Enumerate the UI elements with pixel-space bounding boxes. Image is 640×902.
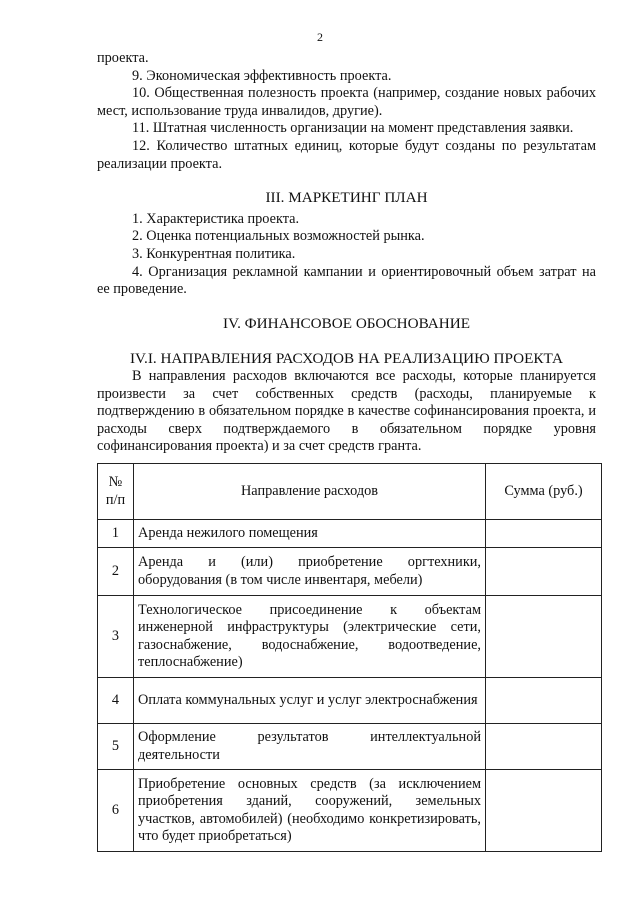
row-num: 3: [98, 596, 134, 678]
section-3-item-4: 4. Организация рекламной кампании и ориентировочный объем затрат на ее проведение.: [97, 263, 596, 298]
row-num: 4: [98, 678, 134, 724]
table-header-row: [98, 464, 602, 520]
row-sum: [486, 724, 602, 770]
list-item-10: 10. Общественная полезность проекта (например, создание новых рабочих мест, использование труда инвалидов, другие).: [97, 85, 596, 119]
row-sum: [486, 520, 602, 548]
table-row: [98, 724, 602, 770]
header-direction: Направление расходов: [134, 464, 486, 520]
section-4-intro: В направления расходов включаются все расходы, которые планируется произвести за счет собственных средств (расходы, планируемые к подтверждению в обязательном порядке в качестве софинансирования проекта, и расходы сверх подтверждаемого в обязательном порядке уровня софинансирования проекта) и за счет средств гранта.: [97, 367, 596, 455]
section-3-title: III. МАРКЕТИНГ ПЛАН: [265, 189, 428, 207]
table-row: [98, 770, 602, 852]
section-3-item-3: 3. Конкурентная политика.: [132, 245, 296, 262]
row-num: 1: [98, 520, 134, 548]
table-row: [98, 520, 602, 548]
table-row: [98, 678, 602, 724]
expenses-table: [97, 463, 602, 852]
row-num: 2: [98, 548, 134, 596]
row-sum: [486, 678, 602, 724]
row-direction: Аренда и (или) приобретение оргтехники, оборудования (в том числе инвентаря, мебели): [134, 548, 486, 596]
row-num: 6: [98, 770, 134, 852]
row-direction: Оплата коммунальных услуг и услуг электроснабжения: [134, 678, 486, 724]
row-direction: Приобретение основных средств (за исключением приобретения зданий, сооружений, земельных участков, автомобилей) (необходимо конкретизировать, что будет приобретаться): [134, 770, 486, 852]
section-4-title: IV. ФИНАНСОВОЕ ОБОСНОВАНИЕ: [223, 314, 470, 332]
section-4-subtitle: IV.I. НАПРАВЛЕНИЯ РАСХОДОВ НА РЕАЛИЗАЦИЮ ПРОЕКТА: [129, 350, 564, 368]
section-3-item-1: 1. Характеристика проекта.: [132, 210, 300, 227]
document-body: [97, 50, 596, 456]
row-direction: Технологическое присоединение к объектам инженерной инфраструктуры (электрические сети, газоснабжение, водоснабжение, водоотведение, теплоснабжение): [134, 596, 486, 678]
row-sum: [486, 596, 602, 678]
list-item-11: 11. Штатная численность организации на момент представления заявки.: [132, 120, 574, 137]
list-item-9: 9. Экономическая эффективность проекта.: [132, 67, 392, 84]
page-number: 2: [317, 30, 323, 44]
header-num: № п/п: [98, 464, 134, 520]
paragraph-continuation: проекта.: [97, 50, 149, 66]
row-sum: [486, 548, 602, 596]
row-sum: [486, 770, 602, 852]
row-num: 5: [98, 724, 134, 770]
section-3-item-2: 2. Оценка потенциальных возможностей рынка.: [132, 228, 425, 245]
row-direction: Аренда нежилого помещения: [134, 520, 486, 548]
row-direction: Оформление результатов интеллектуальной деятельности: [134, 724, 486, 770]
header-sum: Сумма (руб.): [486, 464, 602, 520]
list-item-12: 12. Количество штатных единиц, которые будут созданы по результатам реализации проекта.: [97, 137, 596, 172]
table-row: [98, 548, 602, 596]
table-row: [98, 596, 602, 678]
